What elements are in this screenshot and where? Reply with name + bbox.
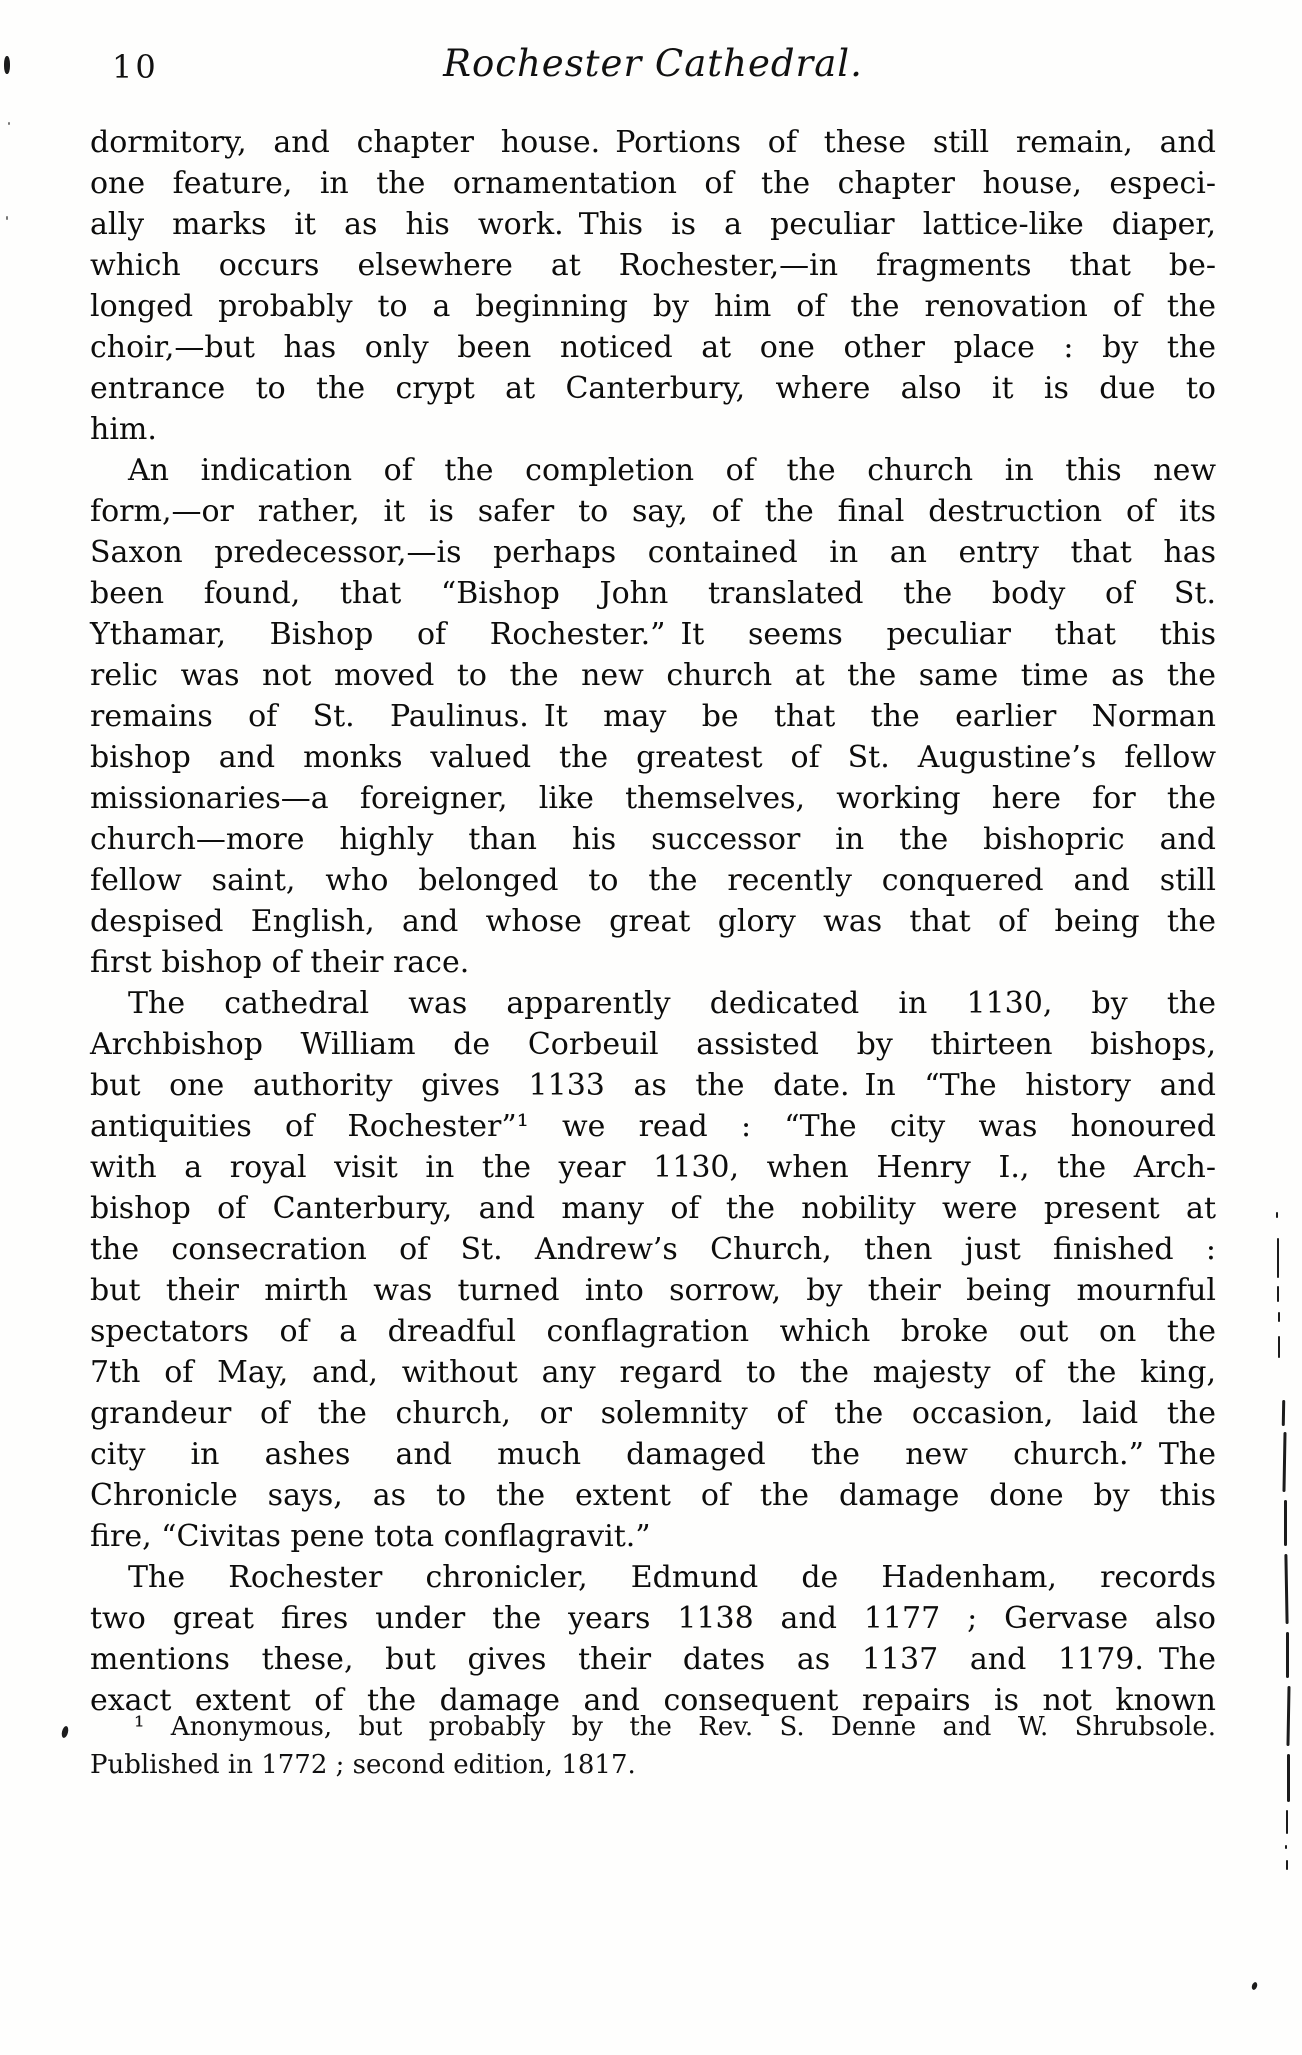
text-line: exact extent of the damage and consequent repairs is not known (90, 1683, 1216, 1718)
scan-artifact (1286, 1632, 1289, 1678)
text-line: him. (90, 412, 157, 447)
scan-artifact (1278, 1312, 1280, 1322)
scan-artifact (1285, 1845, 1287, 1849)
footnote (90, 1708, 1216, 1784)
text-line: fellow saint, who belonged to the recently conquered and still (90, 863, 1216, 898)
scan-artifact (1284, 1554, 1288, 1624)
scan-artifact (1287, 1754, 1290, 1802)
text-line: but one authority gives 1133 as the date. In “The history and (90, 1068, 1216, 1103)
footnote-line: ¹ Anonymous, but probably by the Rev. S. Denne and W. Shrubsole. (134, 1712, 1216, 1742)
footnote-line: Published in 1772 ; second edition, 1817. (90, 1750, 636, 1780)
text-line: ally marks it as his work. This is a peculiar lattice-like diaper, (90, 207, 1216, 242)
text-line: church—more highly than his successor in the bishopric and (90, 822, 1216, 857)
scan-artifact (1286, 1860, 1288, 1870)
text-line: relic was not moved to the new church at the same time as the (90, 658, 1216, 693)
scan-artifact (1251, 1981, 1258, 1990)
text-line: one feature, in the ornamentation of the chapter house, especi- (90, 166, 1216, 201)
scan-artifact (1277, 1238, 1279, 1278)
scan-artifact (8, 122, 10, 125)
text-line: entrance to the crypt at Canterbury, where also it is due to (90, 371, 1216, 406)
scan-artifact (1284, 1500, 1287, 1546)
paragraph (90, 983, 1216, 1557)
text-line: bishop and monks valued the greatest of St. Augustine’s fellow (90, 740, 1216, 775)
text-line: form,—or rather, it is safer to say, of the final destruction of its (90, 494, 1216, 529)
text-line: city in ashes and much damaged the new church.” The (90, 1437, 1216, 1472)
text-line: Saxon predecessor,—is perhaps contained in an entry that has (90, 535, 1216, 570)
text-line: fire, “Civitas pene tota conflagravit.” (90, 1519, 651, 1554)
scan-artifact (1286, 1686, 1290, 1746)
scan-artifact (4, 56, 10, 74)
text-line: dormitory, and chapter house. Portions of these still remain, and (90, 125, 1216, 160)
scan-artifact (1286, 1810, 1288, 1834)
text-line: the consecration of St. Andrew’s Church, then just finished : (90, 1232, 1216, 1267)
text-line: with a royal visit in the year 1130, when Henry I., the Arch- (90, 1150, 1216, 1185)
text-line: bishop of Canterbury, and many of the nobility were present at (90, 1191, 1216, 1226)
text-line: Ythamar, Bishop of Rochester.” It seems peculiar that this (90, 617, 1216, 652)
text-line: which occurs elsewhere at Rochester,—in fragments that be- (90, 248, 1216, 283)
text-line: antiquities of Rochester”¹ we read : “The city was honoured (90, 1109, 1216, 1144)
text-line: been found, that “Bishop John translated the body of St. (90, 576, 1216, 611)
page-number: 10 (112, 48, 159, 86)
text-line: despised English, and whose great glory was that of being the (90, 904, 1216, 939)
scan-artifact (6, 216, 8, 220)
body-text (90, 122, 1216, 1721)
scan-artifact (1282, 1400, 1285, 1426)
text-line: grandeur of the church, or solemnity of the occasion, laid the (90, 1396, 1216, 1431)
text-line: Chronicle says, as to the extent of the damage done by this (90, 1478, 1216, 1513)
scan-artifact (61, 1725, 70, 1738)
text-line: but their mirth was turned into sorrow, by their being mournful (90, 1273, 1216, 1308)
scan-artifact (1277, 1286, 1279, 1302)
text-line: remains of St. Paulinus. It may be that the earlier Norman (90, 699, 1216, 734)
paragraph (90, 122, 1216, 450)
text-line: The Rochester chronicler, Edmund de Hadenham, records (128, 1560, 1216, 1595)
text-line: longed probably to a beginning by him of the renovation of the (90, 289, 1216, 324)
text-line: Archbishop William de Corbeuil assisted by thirteen bishops, (90, 1027, 1216, 1062)
text-line: mentions these, but gives their dates as 1137 and 1179. The (90, 1642, 1216, 1677)
paragraph (90, 450, 1216, 983)
text-line: 7th of May, and, without any regard to the majesty of the king, (90, 1355, 1216, 1390)
text-line: An indication of the completion of the church in this new (128, 453, 1216, 488)
text-line: two great fires under the years 1138 and 1177 ; Gervase also (90, 1601, 1216, 1636)
scan-artifact (1282, 1432, 1286, 1492)
scan-artifact (1278, 1336, 1280, 1358)
scan-artifact (1276, 1212, 1278, 1218)
text-line: The cathedral was apparently dedicated in 1130, by the (128, 986, 1216, 1021)
text-line: first bishop of their race. (90, 945, 470, 980)
text-line: choir,—but has only been noticed at one other place : by the (90, 330, 1216, 365)
text-line: missionaries—a foreigner, like themselves, working here for the (90, 781, 1216, 816)
text-line: spectators of a dreadful conflagration which broke out on the (90, 1314, 1216, 1349)
paragraph (90, 1557, 1216, 1721)
running-title: Rochester Cathedral. (443, 42, 863, 85)
